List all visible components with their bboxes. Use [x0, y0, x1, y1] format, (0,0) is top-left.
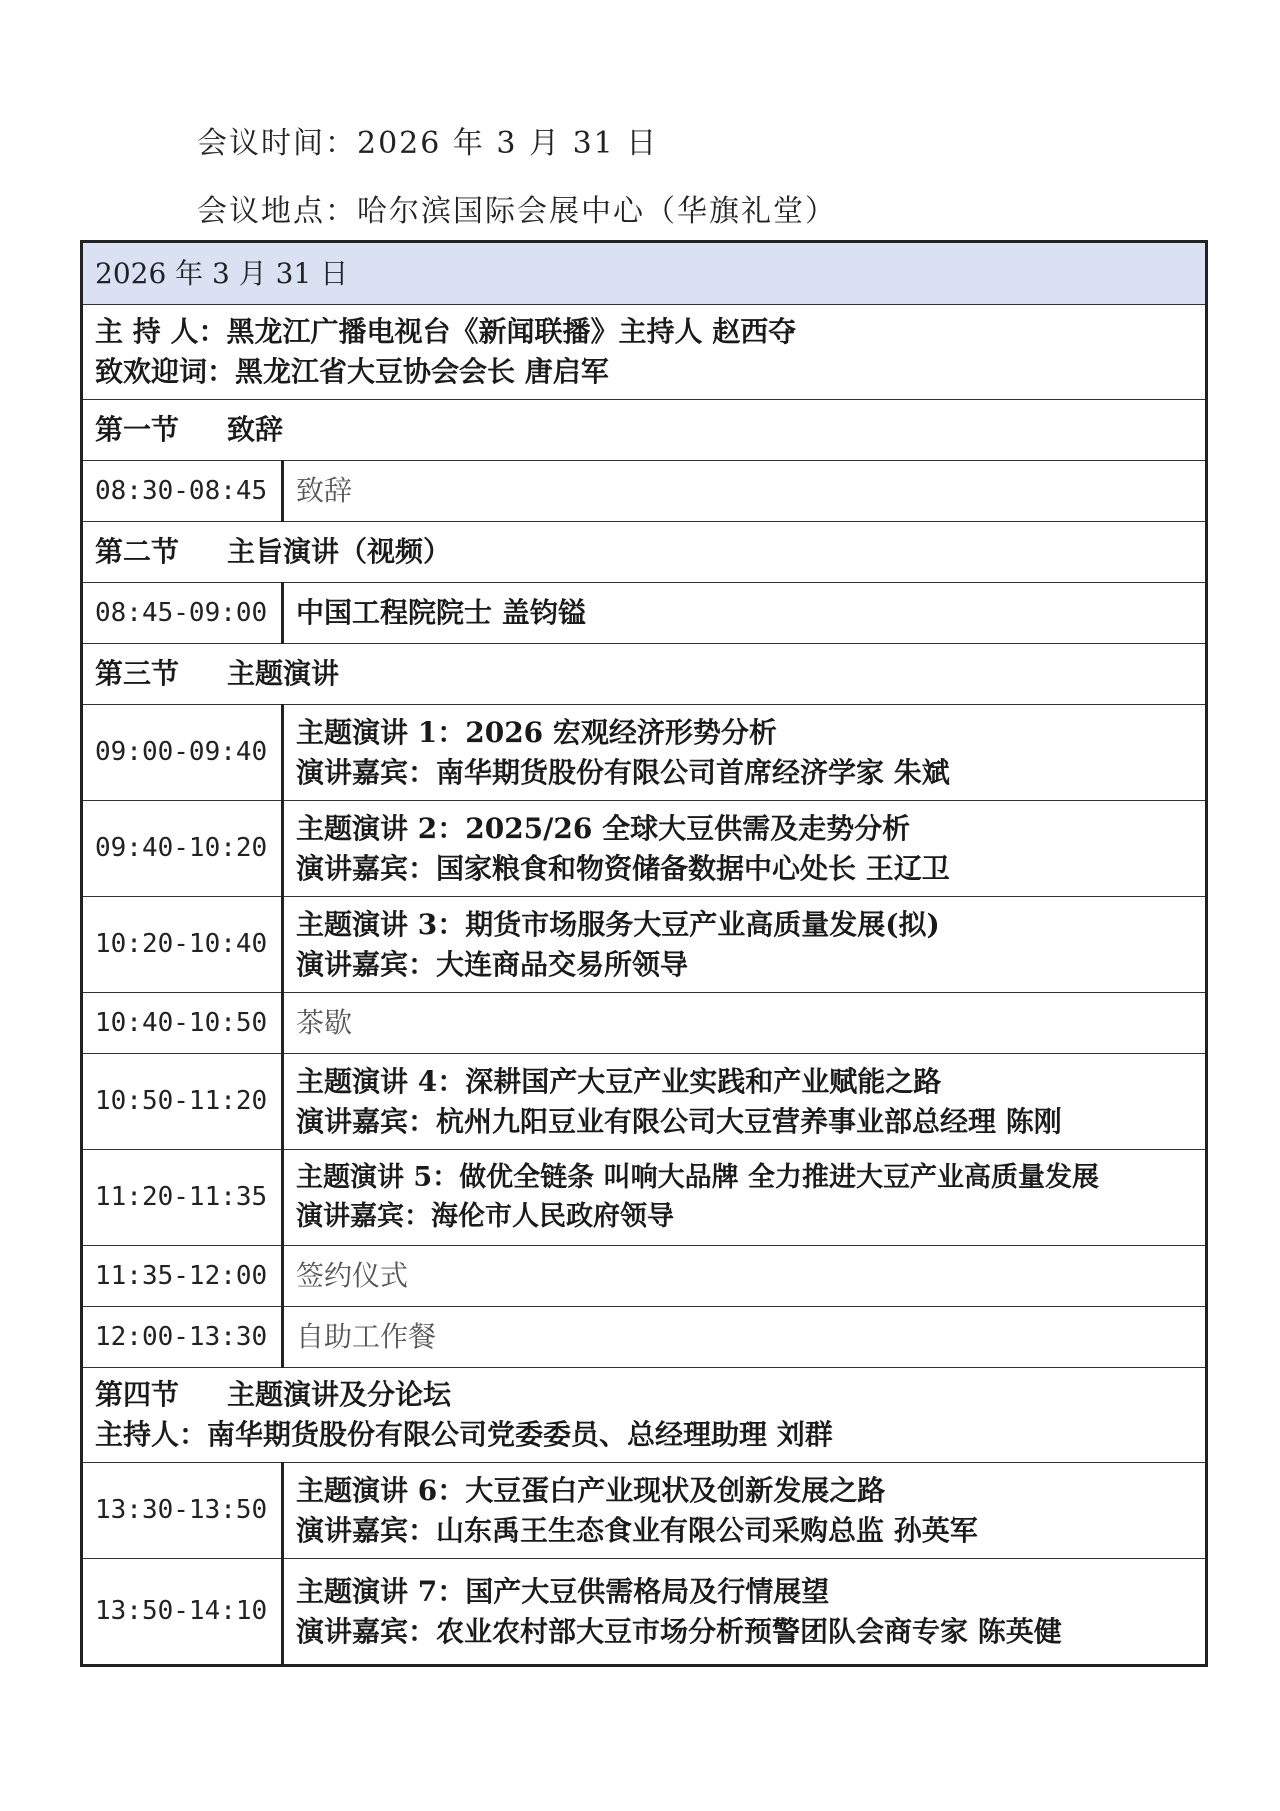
row-4-speaker: 演讲嘉宾：国家粮食和物资储备数据中心处长 王辽卫: [296, 851, 950, 885]
welcome-line: 致欢迎词：黑龙江省大豆协会会长 唐启军: [95, 355, 609, 388]
section-2-title: 主旨演讲（视频）: [227, 535, 452, 569]
row-7-topic: 主题演讲 4：深耕国产大豆产业实践和产业赋能之路: [296, 1064, 942, 1098]
row-2-content: 中国工程院院士 盖钧镒: [283, 583, 1207, 644]
section-3-number: 第三节: [95, 657, 180, 691]
row-7-content: [283, 1054, 1207, 1150]
row-5-topic: 主题演讲 3：期货市场服务大豆产业高质量发展(拟): [296, 907, 940, 941]
agenda-table: [80, 240, 1208, 1667]
row-8-speaker: 演讲嘉宾：海伦市人民政府领导: [296, 1200, 674, 1232]
agenda-row-3: [82, 705, 1207, 801]
row-4-content: [283, 801, 1207, 897]
row-9-time: 11:35-12:00: [82, 1246, 283, 1307]
agenda-row-6: [82, 993, 1207, 1054]
date-row: [82, 242, 1207, 305]
row-3-content: [283, 705, 1207, 801]
section-3-title: 主题演讲: [227, 657, 340, 691]
agenda-row-5: [82, 897, 1207, 993]
row-7-time: 10:50-11:20: [82, 1054, 283, 1150]
row-7-speaker: 演讲嘉宾：杭州九阳豆业有限公司大豆营养事业部总经理 陈刚: [296, 1104, 1062, 1138]
section-2: [82, 522, 1207, 583]
row-4-topic: 主题演讲 2：2025/26 全球大豆供需及走势分析: [296, 811, 911, 845]
row-6-time: 10:40-10:50: [82, 993, 283, 1054]
row-1-time: 08:30-08:45: [82, 461, 283, 522]
row-12-speaker: 演讲嘉宾：农业农村部大豆市场分析预警团队会商专家 陈英健: [296, 1614, 1062, 1648]
row-8-topic: 主题演讲 5：做优全链条 叫响大品牌 全力推进大豆产业高质量发展: [296, 1162, 1099, 1194]
section-2-cell: [82, 522, 1207, 583]
row-9-content: 签约仪式: [283, 1246, 1207, 1307]
row-4-time: 09:40-10:20: [82, 801, 283, 897]
meeting-place: 会议地点：哈尔滨国际会展中心（华旗礼堂）: [197, 194, 837, 229]
meeting-time: 会议时间：2026 年 3 月 31 日: [197, 126, 659, 161]
row-8-time: 11:20-11:35: [82, 1150, 283, 1246]
section-1: [82, 400, 1207, 461]
section-4-heading: [95, 1375, 1193, 1415]
row-12-topic: 主题演讲 7：国产大豆供需格局及行情展望: [296, 1574, 830, 1608]
host-line: 主 持 人：黑龙江广播电视台《新闻联播》主持人 赵西夺: [95, 315, 797, 349]
row-2-time: 08:45-09:00: [82, 583, 283, 644]
row-3-speaker: 演讲嘉宾：南华期货股份有限公司首席经济学家 朱斌: [296, 755, 950, 789]
row-12-content: [283, 1559, 1207, 1666]
section-1-title: 致辞: [227, 413, 284, 447]
agenda-row-9: [82, 1246, 1207, 1307]
row-8-content: [283, 1150, 1207, 1246]
row-5-time: 10:20-10:40: [82, 897, 283, 993]
agenda-row-8: [82, 1150, 1207, 1246]
host-cell: [82, 305, 1207, 400]
agenda-date: 2026 年 3 月 31 日: [82, 242, 1207, 305]
row-3-topic: 主题演讲 1：2026 宏观经济形势分析: [296, 715, 777, 749]
row-3-time: 09:00-09:40: [82, 705, 283, 801]
section-4-host: 主持人：南华期货股份有限公司党委委员、总经理助理 刘群: [95, 1418, 833, 1451]
section-4-number: 第四节: [95, 1378, 180, 1412]
section-2-number: 第二节: [95, 535, 180, 569]
section-1-cell: [82, 400, 1207, 461]
row-1-content: 致辞: [283, 461, 1207, 522]
section-3: [82, 644, 1207, 705]
agenda-row-4: [82, 801, 1207, 897]
agenda-row-11: [82, 1463, 1207, 1559]
row-12-time: 13:50-14:10: [82, 1559, 283, 1666]
row-10-content: 自助工作餐: [283, 1307, 1207, 1368]
section-4-cell: [82, 1368, 1207, 1463]
agenda-row-1: [82, 461, 1207, 522]
row-5-speaker: 演讲嘉宾：大连商品交易所领导: [296, 947, 689, 981]
host-row: [82, 305, 1207, 400]
row-5-content: [283, 897, 1207, 993]
row-11-speaker: 演讲嘉宾：山东禹王生态食业有限公司采购总监 孙英军: [296, 1513, 978, 1547]
agenda-row-10: [82, 1307, 1207, 1368]
agenda-row-7: [82, 1054, 1207, 1150]
agenda-row-2: [82, 583, 1207, 644]
section-1-number: 第一节: [95, 413, 180, 447]
row-10-time: 12:00-13:30: [82, 1307, 283, 1368]
row-11-topic: 主题演讲 6：大豆蛋白产业现状及创新发展之路: [296, 1473, 886, 1507]
section-3-cell: [82, 644, 1207, 705]
row-11-time: 13:30-13:50: [82, 1463, 283, 1559]
row-11-content: [283, 1463, 1207, 1559]
agenda-row-12: [82, 1559, 1207, 1666]
section-4: [82, 1368, 1207, 1463]
section-4-title: 主题演讲及分论坛: [227, 1378, 452, 1412]
row-6-content: 茶歇: [283, 993, 1207, 1054]
